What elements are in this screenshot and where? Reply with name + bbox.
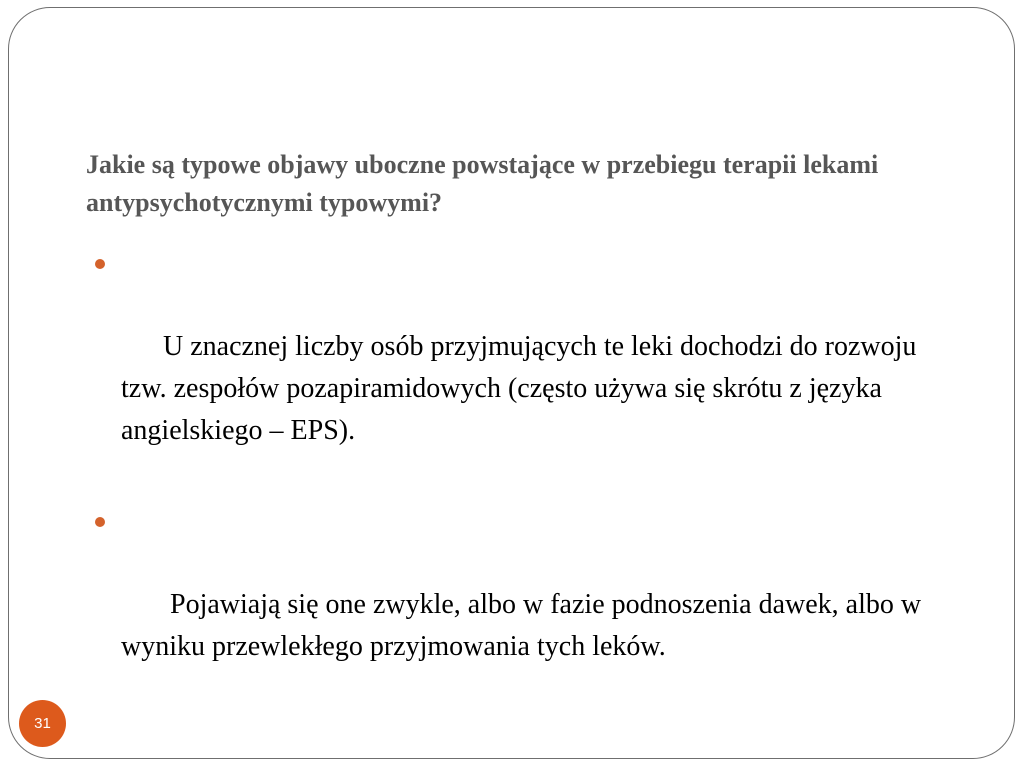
bullet-item <box>92 242 932 494</box>
slide-number-badge <box>19 700 66 747</box>
bullet-list <box>92 242 932 716</box>
slide-title: Jakie są typowe objawy uboczne powstające w przebiegu terapii lekami antypsychotycznymi typowymi? <box>86 150 879 217</box>
bullet-text: Pojawiają się one zwykle, albo w fazie podnoszenia dawek, albo w wyniku przewlekłego przyjmowania tych leków. <box>121 589 929 662</box>
bullet-dot-icon <box>95 517 105 527</box>
bullet-text: U znacznej liczby osób przyjmujących te leki dochodzi do rozwoju tzw. zespołów pozapiramidowych (często używa się skrótu z języka angielskiego – EPS). <box>121 331 924 446</box>
bullet-item <box>92 500 932 710</box>
slide-number: 31 <box>34 715 51 732</box>
bullet-dot-icon <box>95 259 105 269</box>
